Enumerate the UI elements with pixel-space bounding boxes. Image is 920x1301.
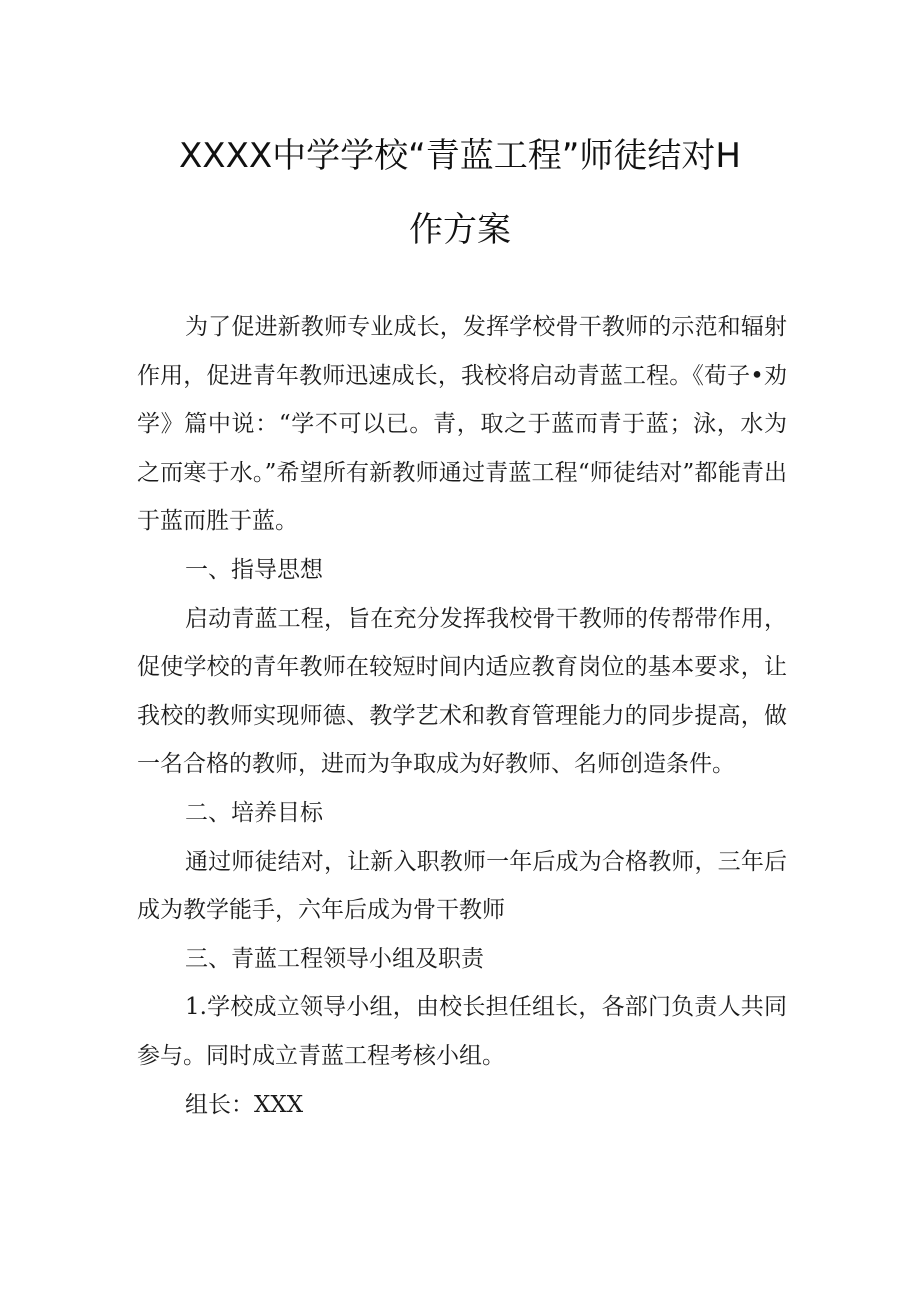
section-heading-leadership-group: 三、青蓝工程领导小组及职责 [185, 945, 484, 972]
group-leader-line: 组长：XXX [185, 1091, 304, 1118]
leadership-group-paragraph: 1.学校成立领导小组，由校长担任组长，各部门负责人共同参与。同时成立青蓝工程考核小组。 [137, 994, 787, 1069]
intro-paragraph: 为了促进新教师专业成长，发挥学校骨干教师的示范和辐射作用，促进青年教师迅速成长，我校将启动青蓝工程。《荀子•劝学》篇中说：“学不可以已。青，取之于蓝而青于蓝；泳，水为之而寒于水。”希望所有新教师通过青蓝工程“师徒结对”都能青出于蓝而胜于蓝。 [137, 314, 787, 535]
section-heading-guiding-ideology: 一、指导思想 [185, 556, 323, 583]
training-goals-paragraph: 通过师徒结对，让新入职教师一年后成为合格教师，三年后成为教学能手，六年后成为骨干教师 [137, 848, 787, 924]
section-heading-training-goals: 二、培养目标 [185, 799, 323, 826]
document-body [137, 303, 787, 1129]
document-title-line-1: XXXX中学学校“青蓝工程”师徒结对H [179, 136, 741, 176]
document-title-line-2: 作方案 [409, 210, 511, 250]
guiding-ideology-paragraph: 启动青蓝工程，旨在充分发挥我校骨干教师的传帮带作用，促使学校的青年教师在较短时间内适应教育岗位的基本要求，让我校的教师实现师德、教学艺术和教育管理能力的同步提高，做一名合格的教师，进而为争取成为好教师、名师创造条件。 [137, 605, 787, 778]
